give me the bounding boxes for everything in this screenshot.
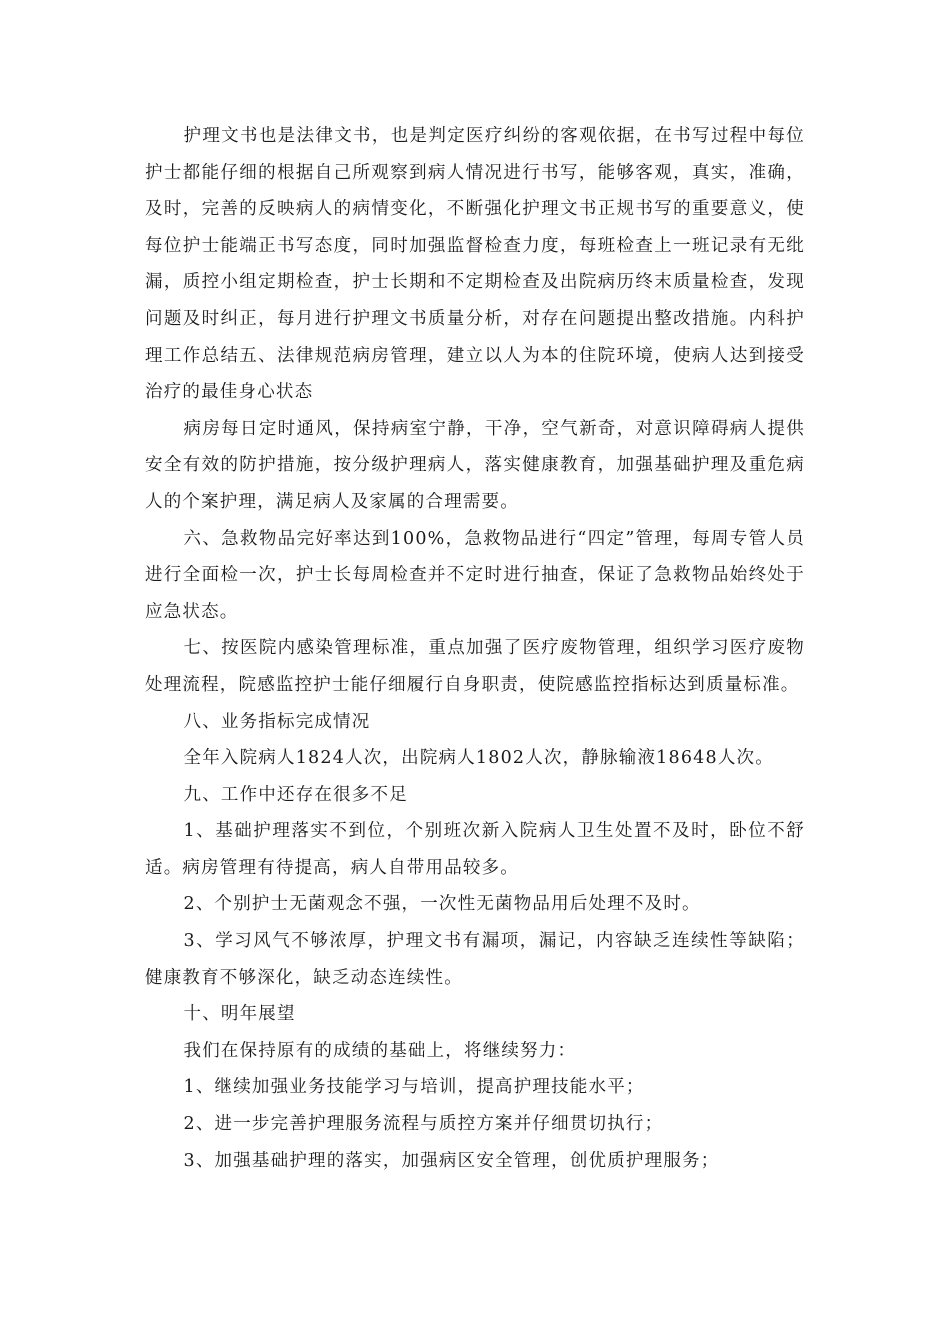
document-body	[145, 118, 805, 1179]
list-item-outlook-2: 2、进一步完善护理服务流程与质控方案并仔细贯切执行；	[183, 1114, 664, 1135]
list-item-outlook-1: 1、继续加强业务技能学习与培训，提高护理技能水平；	[183, 1077, 645, 1098]
paragraph-nursing-documents: 护理文书也是法律文书，也是判定医疗纠纷的客观依据，在书写过程中每位护士都能仔细的根据自己所观察到病人情况进行书写，能够客观，真实，准确，及时，完善的反映病人的病情变化，不断强化护理文书正规书写的重要意义，使每位护士能端正书写态度，同时加强监督检查力度，每班检查上一班记录有无纰漏，质控小组定期检查，护士长期和不定期检查及出院病历终末质量检查，发现问题及时纠正，每月进行护理文书质量分析，对存在问题提出整改措施。内科护理工作总结五、法律规范病房管理，建立以人为本的住院环境，使病人达到接受治疗的最佳身心状态	[145, 126, 805, 403]
paragraph-ward-ventilation: 病房每日定时通风，保持病室宁静，干净，空气新奇，对意识障碍病人提供安全有效的防护措施，按分级护理病人，落实健康教育，加强基础护理及重危病人的个案护理，满足病人及家属的合理需要。	[145, 418, 805, 512]
list-item-shortcoming-3: 3、学习风气不够浓厚，护理文书有漏项，漏记，内容缺乏连续性等缺陷；健康教育不够深化，缺乏动态连续性。	[145, 931, 805, 988]
paragraph-section-six: 六、急救物品完好率达到100%，急救物品进行“四定”管理，每周专管人员进行全面检一次，护士长每周检查并不定时进行抽查，保证了急救物品始终处于应急状态。	[145, 528, 805, 622]
list-item-shortcoming-2: 2、个别护士无菌观念不强，一次性无菌物品用后处理不及时。	[183, 894, 701, 915]
heading-section-ten: 十、明年展望	[183, 1004, 296, 1025]
list-item-shortcoming-1: 1、基础护理落实不到位，个别班次新入院病人卫生处置不及时，卧位不舒适。病房管理有待提高，病人自带用品较多。	[145, 821, 805, 878]
paragraph-annual-statistics: 全年入院病人1824人次，出院病人1802人次，静脉输液18648人次。	[183, 748, 774, 769]
heading-section-nine: 九、工作中还存在很多不足	[183, 784, 408, 805]
paragraph-outlook-intro: 我们在保持原有的成绩的基础上，将继续努力：	[183, 1040, 577, 1061]
list-item-outlook-3: 3、加强基础护理的落实，加强病区安全管理，创优质护理服务；	[183, 1150, 720, 1171]
paragraph-section-seven: 七、按医院内感染管理标准，重点加强了医疗废物管理，组织学习医疗废物处理流程，院感监控护士能仔细履行自身职责，使院感监控指标达到质量标准。	[145, 638, 805, 695]
heading-section-eight: 八、业务指标完成情况	[183, 711, 371, 732]
